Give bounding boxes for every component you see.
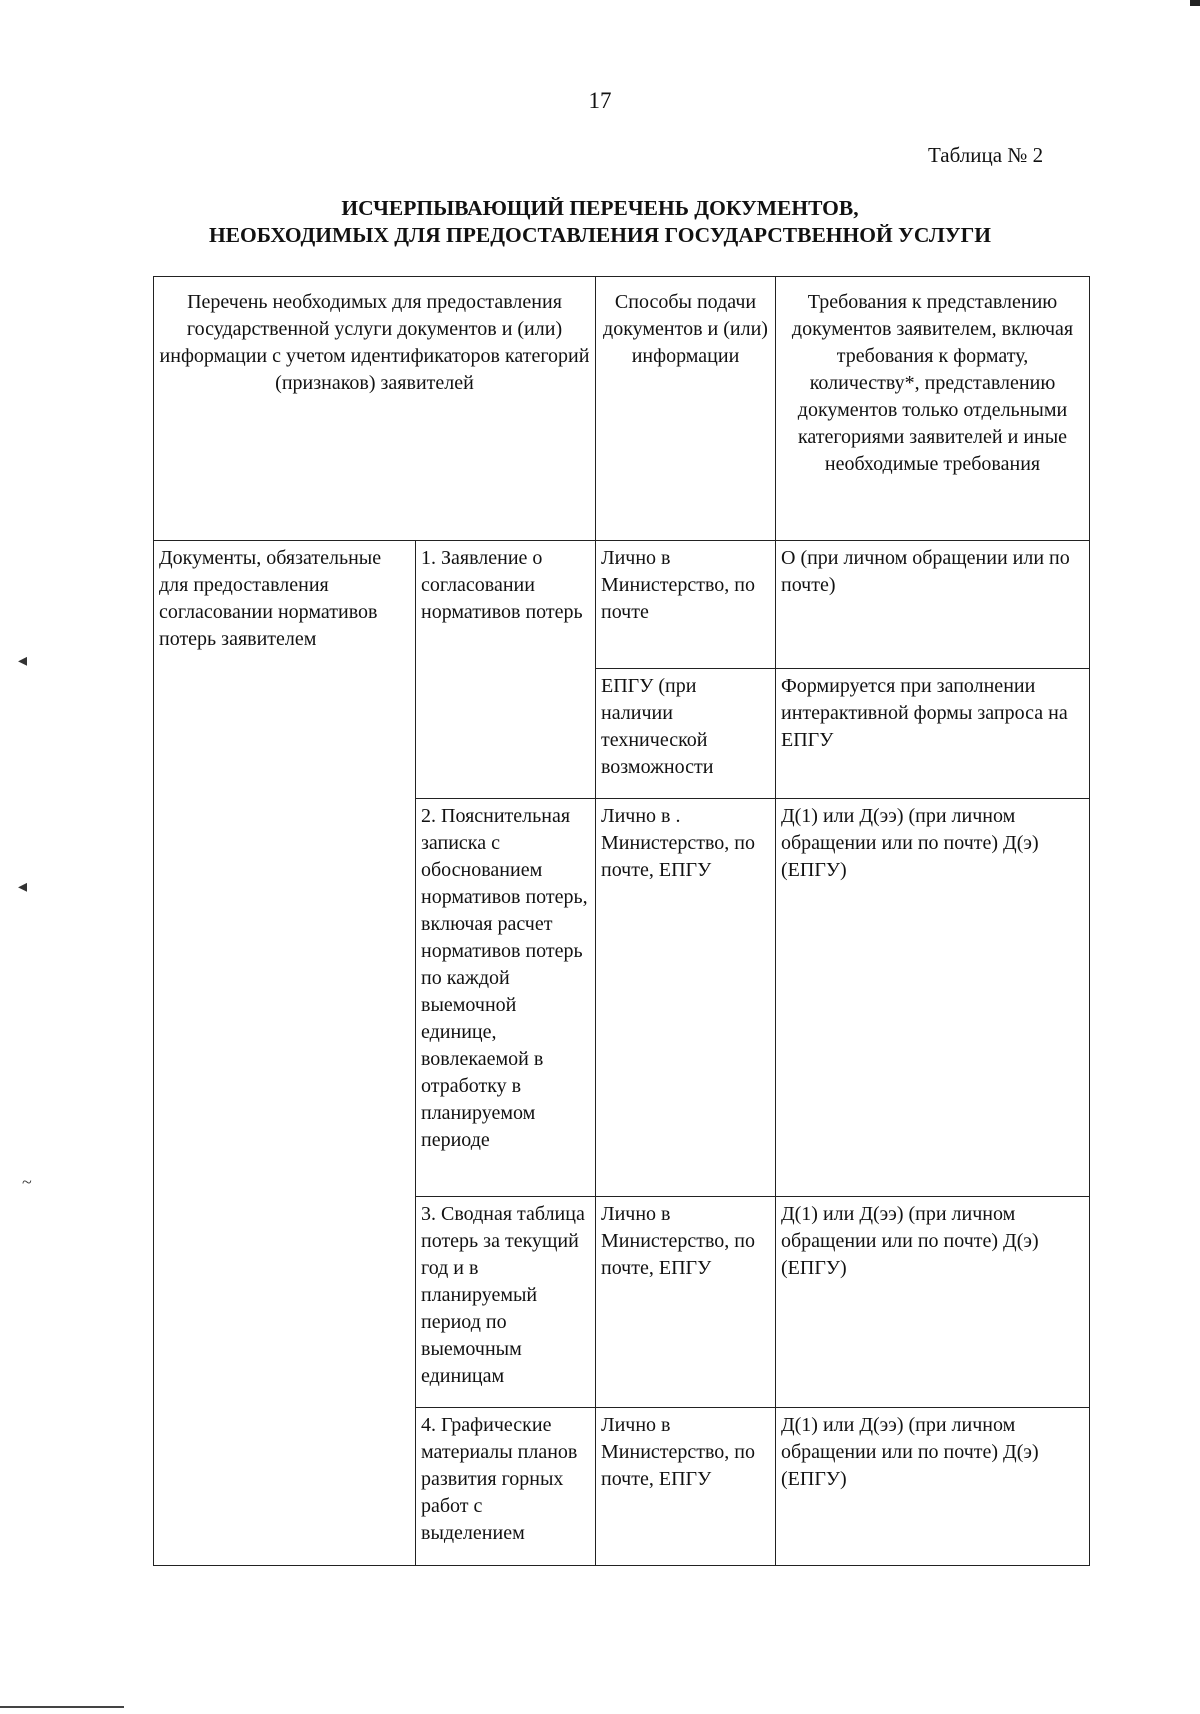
header-documents-list: Перечень необходимых для предоставления государственной услуги документов и (или) информации с учетом идентификаторов категорий (признаков) заявителей [154,277,596,541]
document-title-line-1: ИСЧЕРПЫВАЮЩИЙ ПЕРЕЧЕНЬ ДОКУМЕНТОВ, [341,196,859,220]
document-title [0,195,1200,249]
document-title-line-2: НЕОБХОДИМЫХ ДЛЯ ПРЕДОСТАВЛЕНИЯ ГОСУДАРСТВЕННОЙ УСЛУГИ [208,223,992,247]
table-row [154,541,1090,669]
method-cell: Лично в . Министерство, по почте, ЕПГУ [596,799,776,1197]
method-cell: ЕПГУ (при наличии технической возможности [596,669,776,799]
scan-edge-line [0,1706,124,1708]
header-submission-methods: Способы подачи документов и (или) информации [596,277,776,541]
category-cell: Документы, обязательные для предоставления согласовании нормативов потерь заявителем [154,541,416,1566]
page-number: 17 [588,88,612,113]
scan-speck: ◂ [18,876,28,896]
table-label: Таблица № 2 [928,143,1044,167]
requirement-cell: Д(1) или Д(ээ) (при личном обращении или по почте) Д(э) (ЕПГУ) [776,799,1090,1197]
document-cell: 1. Заявление о согласовании нормативов потерь [416,541,596,799]
requirement-cell: О (при личном обращении или по почте) [776,541,1090,669]
requirement-cell: Д(1) или Д(ээ) (при личном обращении или по почте) Д(э) (ЕПГУ) [776,1408,1090,1566]
documents-table [153,276,1090,1566]
requirement-cell: Д(1) или Д(ээ) (при личном обращении или по почте) Д(э) (ЕПГУ) [776,1197,1090,1408]
scan-speck: ~ [22,1172,32,1192]
table-header-row [154,277,1090,541]
document-cell: 4. Графические материалы планов развития горных работ с выделением [416,1408,596,1566]
requirement-cell: Формируется при заполнении интерактивной формы запроса на ЕПГУ [776,669,1090,799]
scan-border-mark [1190,0,1200,6]
method-cell: Лично в Министерство, по почте, ЕПГУ [596,1408,776,1566]
document-cell: 3. Сводная таблица потерь за текущий год и в планируемый период по выемочным единицам [416,1197,596,1408]
scan-speck: ◂ [18,650,28,670]
method-cell: Лично в Министерство, по почте, ЕПГУ [596,1197,776,1408]
header-requirements: Требования к представлению документов заявителем, включая требования к формату, количеству*, представлению документов только отдельными категориями заявителей и иные необходимые требования [776,277,1090,541]
method-cell: Лично в Министерство, по почте [596,541,776,669]
document-cell: 2. Пояснительная записка с обоснованием нормативов потерь, включая расчет нормативов потерь по каждой выемочной единице, вовлекаемой в отработку в планируемом периоде [416,799,596,1197]
